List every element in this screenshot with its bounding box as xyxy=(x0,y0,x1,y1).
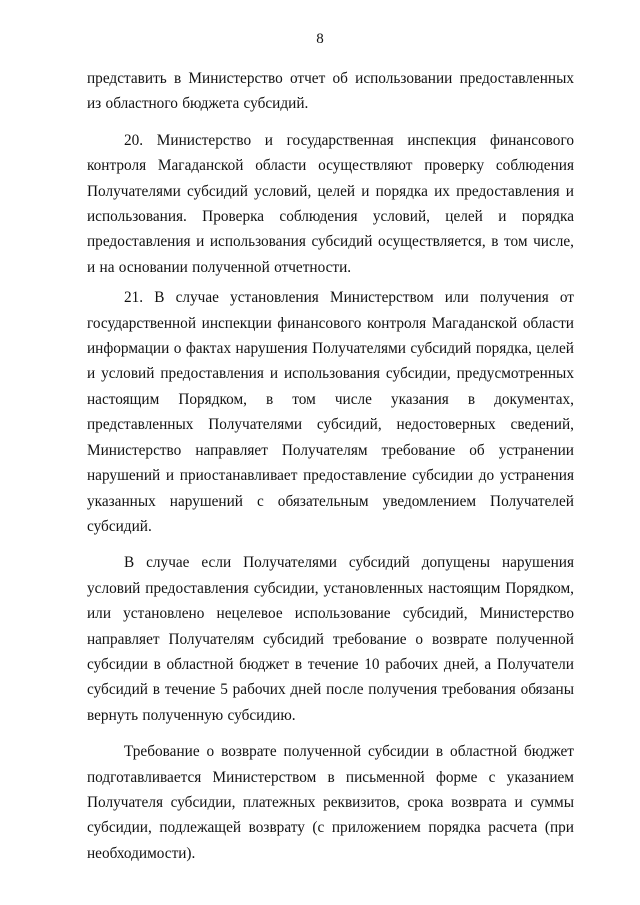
paragraph-continuation: представить в Министерство отчет об использовании предоставленных из областного бюджета субсидий. xyxy=(87,70,574,113)
paragraph-refund-requirement: В случае если Получателями субсидий допущены нарушения условий предоставления субсидии, установленных настоящим Порядком, или установлено нецелевое использование субсидий, Министерство направляет Получателям субсидий требование о возврате полученной субсидии в областной бюджет в течение 10 рабочих дней, а Получатели субсидий в течение 5 рабочих дней после получения требования обязаны вернуть полученную субсидию. xyxy=(87,554,574,724)
paragraph-clause-20: 20. Министерство и государственная инспекция финансового контроля Магаданской области осуществляют проверку соблюдения Получателями субсидий условий, целей и порядка их предоставления и использования. Проверка соблюдения условий, целей и порядка предоставления и использования субсидий осуществляется, в том числе, и на основании полученной отчетности. xyxy=(87,131,574,276)
document-body xyxy=(87,66,574,866)
page-number: 8 xyxy=(316,31,324,47)
paragraph-clause-21: 21. В случае установления Министерством или получения от государственной инспекции финансового контроля Магаданской области информации о фактах нарушения Получателями субсидий порядка, целей и условий предоставления и использования субсидии, предусмотренных настоящим Порядком, в том числе указания в документах, представленных Получателями субсидий, недостоверных сведений, Министерство направляет Получателям требование об устранении нарушений и приостанавливает предоставление субсидии до устранения указанных нарушений с обязательным уведомлением Получателей субсидий. xyxy=(87,289,574,535)
paragraph-refund-request-form: Требование о возврате полученной субсидии в областной бюджет подготавливается Министерством в письменной форме с указанием Получателя субсидии, платежных реквизитов, срока возврата и суммы субсидии, подлежащей возврату (с приложением порядка расчета (при необходимости). xyxy=(87,743,574,862)
